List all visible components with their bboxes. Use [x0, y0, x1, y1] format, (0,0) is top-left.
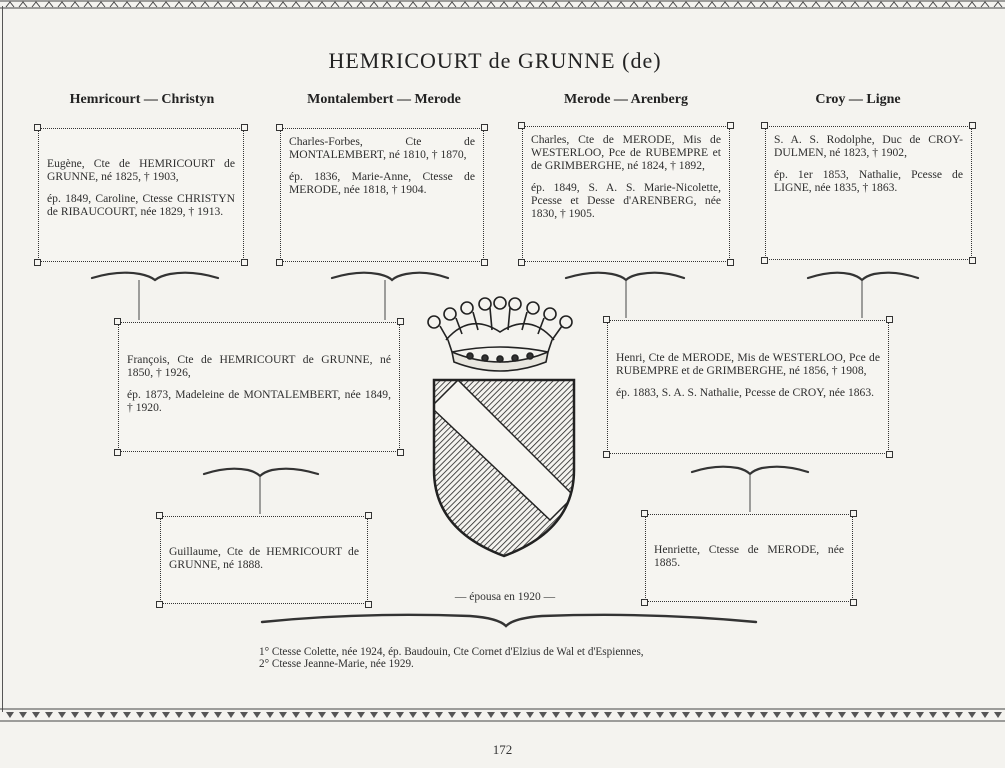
brace-croy-ligne: [808, 273, 918, 280]
page-number: 172: [492, 742, 513, 757]
brace-hemricourt-christyn: [92, 273, 218, 280]
left-border-line: [2, 6, 3, 712]
shield-icon: [434, 380, 574, 556]
box-line: Henriette, Ctesse de MERODE, née 1885.: [654, 543, 844, 569]
box-line: Charles-Forbes, Cte de MONTALEMBERT, né 1810, † 1870,: [289, 135, 475, 161]
box-croy-ligne: [765, 126, 972, 260]
bottom-ornament-rule: [0, 707, 1005, 723]
child-entry: 2° Ctesse Jeanne-Marie, née 1929.: [259, 658, 414, 670]
box-line: ép. 1883, S. A. S. Nathalie, Pcesse de CROY, née 1863.: [616, 386, 875, 399]
box-line: Guillaume, Cte de HEMRICOURT de GRUNNE, né 1888.: [169, 545, 359, 571]
brace-merode-arenberg: [566, 273, 684, 280]
box-line: ép. 1849, S. A. S. Marie-Nicolette, Pcesse et Desse d'ARENBERG, née 1830, † 1905.: [531, 181, 721, 220]
box-montalembert-merode: [280, 128, 484, 262]
box-line: Charles, Cte de MERODE, Mis de WESTERLOO, Pce de RUBEMPRE et de GRIMBERGHE, né 1824, † 1892,: [531, 133, 721, 172]
box-francois: [118, 322, 400, 452]
box-henriette: [645, 514, 853, 602]
top-ornament-rule: [0, 0, 1005, 10]
box-line: François, Cte de HEMRICOURT de GRUNNE, né 1850, † 1926,: [127, 353, 391, 379]
children-list: [259, 646, 779, 670]
coronet-icon: [428, 297, 572, 371]
column-heading-merode-arenberg: Merode — Arenberg: [564, 92, 688, 107]
page-title: HEMRICOURT de GRUNNE (de): [328, 48, 662, 73]
brace-francois: [204, 469, 318, 476]
column-heading-montalembert-merode: Montalembert — Merode: [307, 92, 461, 107]
box-hemricourt-christyn: [38, 128, 244, 262]
box-line: ép. 1er 1853, Nathalie, Pcesse de LIGNE, née 1835, † 1863.: [774, 168, 963, 194]
married-caption: — épousa en 1920 —: [454, 591, 556, 603]
box-line: Eugène, Cte de HEMRICOURT de GRUNNE, né 1825, † 1903,: [47, 157, 235, 183]
box-line: ép. 1873, Madeleine de MONTALEMBERT, née 1849, † 1920.: [127, 388, 391, 414]
child-entry: 1° Ctesse Colette, née 1924, ép. Baudouin, Cte Cornet d'Elzius de Wal et d'Espiennes,: [259, 646, 644, 658]
box-line: ép. 1849, Caroline, Ctesse CHRISTYN de RIBAUCOURT, née 1829, † 1913.: [47, 192, 235, 218]
box-line: S. A. S. Rodolphe, Duc de CROY-DULMEN, né 1823, † 1902,: [774, 133, 963, 159]
brace-montalembert-merode: [332, 273, 448, 280]
box-line: ép. 1836, Marie-Anne, Ctesse de MERODE, née 1818, † 1904.: [289, 170, 475, 196]
box-line: Henri, Cte de MERODE, Mis de WESTERLOO, Pce de RUBEMPRE et de GRIMBERGHE, né 1856, † 1908,: [616, 351, 880, 377]
box-merode-arenberg: [522, 126, 730, 262]
column-heading-croy-ligne: Croy — Ligne: [815, 92, 901, 107]
box-henri: [607, 320, 889, 454]
column-heading-hemricourt-christyn: Hemricourt — Christyn: [69, 92, 215, 107]
brace-marriage: [262, 615, 756, 626]
box-guillaume: [160, 516, 368, 604]
brace-henri: [692, 467, 808, 474]
